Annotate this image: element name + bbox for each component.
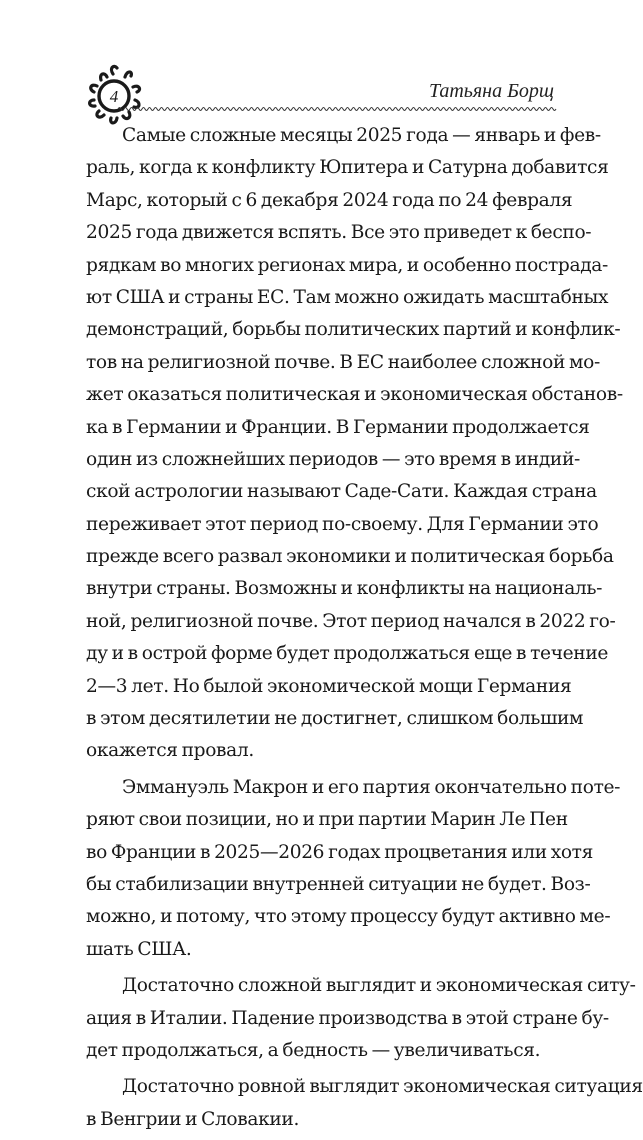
text-line: рядкам во многих регионах мира, и особенно пострада-	[86, 254, 608, 276]
text-line: внутри страны. Возможны и конфликты на националь-	[86, 578, 603, 600]
text-line: в этом десятилетии не достигнет, слишком большим	[86, 708, 584, 730]
text-line: переживает этот период по-своему. Для Германии это	[86, 513, 599, 535]
text-line: Достаточно сложной выглядит и экономическая ситу-	[122, 975, 636, 997]
text-line: ют США и страны ЕС. Там можно ожидать масштабных	[86, 286, 609, 308]
text-line: шать США.	[86, 938, 192, 960]
text-line: во Франции в 2025—2026 годах процветания или хотя	[86, 841, 594, 863]
page-number: 4	[109, 87, 119, 106]
text-line: один из сложнейших периодов — это время в индий-	[86, 448, 580, 470]
text-line: раль, когда к конфликту Юпитера и Сатурна добавится	[86, 157, 609, 179]
text-line: ка в Германии и Франции. В Германии продолжается	[86, 416, 590, 438]
text-line: в Венгрии и Словакии.	[86, 1108, 300, 1130]
paragraph	[86, 970, 636, 1067]
text-line: бы стабилизации внутренней ситуации не будет. Воз-	[86, 873, 591, 895]
text-line: окажется провал.	[86, 740, 254, 762]
text-line: тов на религиозной почве. В ЕС наиболее сложной мо-	[86, 351, 600, 373]
author-name: Татьяна Борщ	[428, 80, 554, 102]
text-line: Марс, который с 6 декабря 2024 года по 24 февраля	[86, 189, 573, 211]
text-line: можно, и потому, что этому процессу будут активно ме-	[86, 906, 611, 928]
text-line: жет оказаться политическая и экономическая обстанов-	[86, 384, 623, 406]
paragraph	[86, 120, 623, 768]
text-line: демонстраций, борьбы политических партий и конфлик-	[86, 319, 621, 341]
text-line: ской астрологии называют Саде-Сати. Каждая страна	[86, 481, 597, 503]
text-line: ду и в острой форме будет продолжаться еще в течение	[86, 643, 609, 665]
text-line: 2025 года движется вспять. Все это приведет к беспо-	[86, 222, 592, 244]
text-line: прежде всего развал экономики и политическая борьба	[86, 546, 614, 568]
text-line: Эммануэль Макрон и его партия окончательно поте-	[122, 776, 621, 798]
text-line: ряют свои позиции, но и при партии Марин Ле Пен	[86, 809, 568, 831]
text-line: 2—3 лет. Но былой экономической мощи Германия	[86, 675, 572, 697]
running-header	[0, 0, 618, 130]
text-line: дет продолжаться, а бедность — увеличиваться.	[86, 1039, 541, 1061]
paragraph	[86, 1071, 643, 1136]
text-line: ация в Италии. Падение производства в этой стране бу-	[86, 1007, 609, 1029]
text-line: Самые сложные месяцы 2025 года — январь и фев-	[122, 125, 601, 146]
text-line: ной, религиозной почве. Этот период начался в 2022 го-	[86, 610, 616, 632]
paragraph	[86, 772, 621, 966]
text-line: Достаточно ровной выглядит экономическая ситуация	[122, 1076, 643, 1098]
body-text	[86, 120, 643, 1140]
header-wavy-rule	[118, 104, 555, 114]
